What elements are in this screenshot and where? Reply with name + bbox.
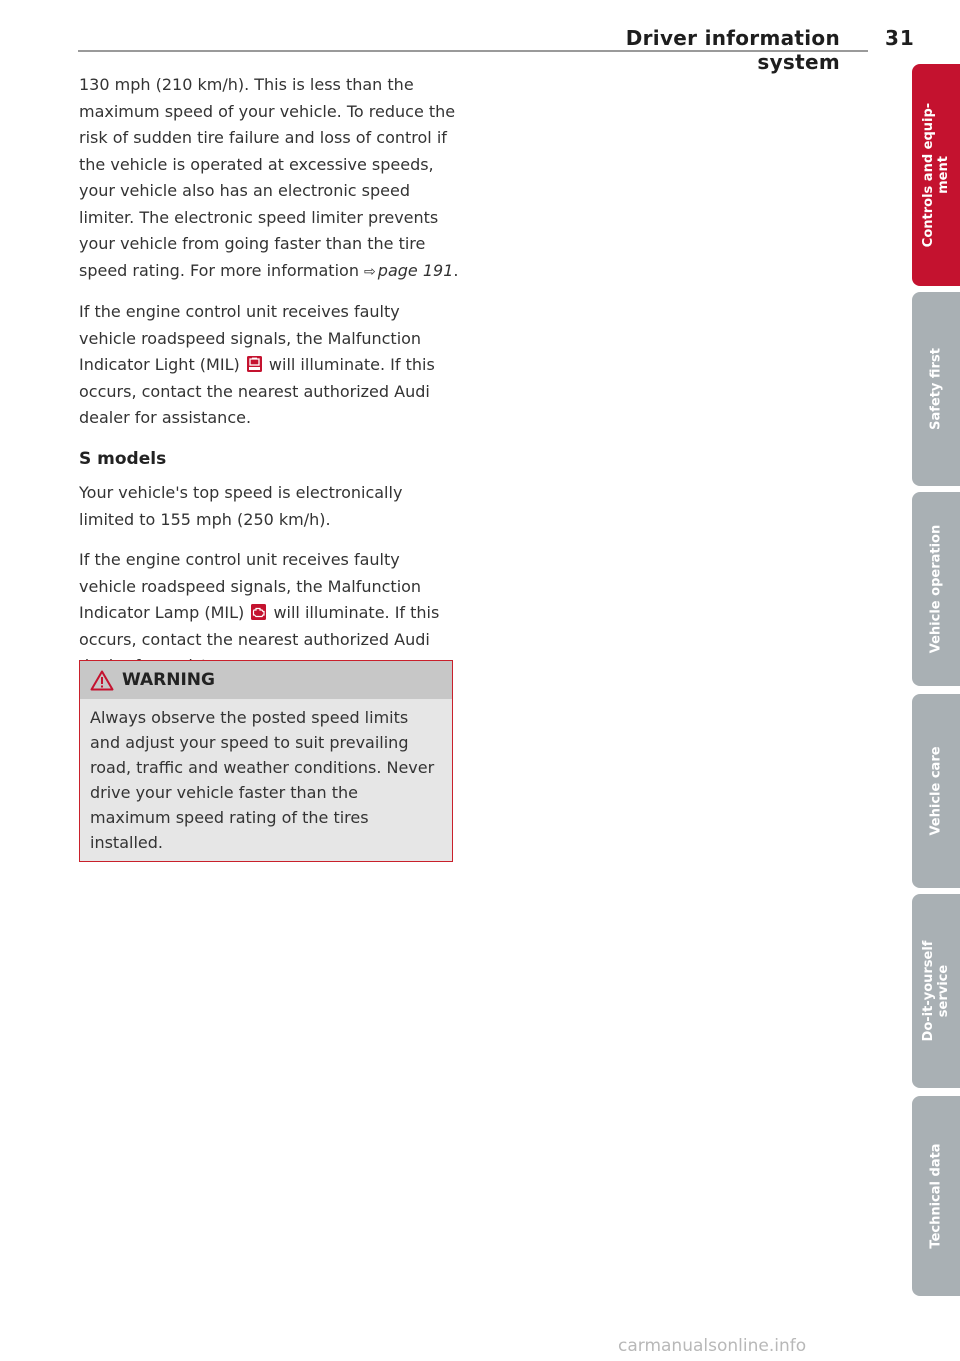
side-tab-technical-data[interactable] [912, 1096, 960, 1296]
warning-header [80, 661, 452, 699]
warning-box [79, 660, 453, 862]
side-tab-vehicle-care[interactable] [912, 694, 960, 888]
side-tab-controls[interactable] [912, 64, 960, 286]
watermark: carmanualsonline.info [618, 1336, 807, 1356]
side-tab-label: Safety first [928, 348, 944, 430]
page-link[interactable]: page 191 [377, 260, 454, 280]
page-number: 31 [885, 26, 915, 50]
s-models-heading: S models [79, 448, 167, 469]
check-engine-icon [247, 356, 262, 372]
engine-icon [251, 604, 266, 620]
paragraph-speed-limiter [79, 72, 459, 285]
paragraph-text: will illuminate. If this occurs, contact the nearest authorized Audi [79, 603, 440, 649]
warning-triangle-icon [90, 670, 114, 691]
side-tab-label: Technical data [928, 1143, 944, 1249]
paragraph-text: If the engine control unit receives faulty vehicle roadspeed signals, the Malfunction Indicator Light (MIL) [79, 302, 422, 374]
paragraph-text: If the engine control unit receives faulty vehicle roadspeed signals, the Malfunction Indicator Lamp (MIL) [79, 550, 422, 622]
xref-arrow-icon: ⇨ [364, 263, 376, 280]
side-tab-diy-service[interactable] [912, 894, 960, 1088]
warning-heading: WARNING [122, 670, 215, 690]
main-column [79, 72, 459, 694]
period: . [453, 260, 459, 280]
paragraph-mil-light [79, 299, 459, 432]
side-tab-label: Do-it-yourself service [921, 940, 951, 1042]
paragraph-top-speed: Your vehicle's top speed is electronically limited to 155 mph (250 km/h). [79, 483, 403, 529]
side-tab-label: Vehicle operation [928, 524, 944, 654]
side-tab-label: Controls and equip- ment [921, 102, 951, 248]
paragraph-text: will illuminate. If this occurs, contact the nearest authorized Audi dealer for assistance. [79, 355, 435, 427]
side-tab-label: Vehicle care [928, 746, 944, 836]
side-tab-vehicle-operation[interactable] [912, 492, 960, 686]
warning-text: Always observe the posted speed limits and adjust your speed to suit prevailing road, traffic and weather conditions. Never drive your vehicle faster than the maximum speed rating of the tires installed. [90, 708, 435, 852]
side-tab-safety[interactable] [912, 292, 960, 486]
section-title: Driver information system [625, 26, 840, 74]
paragraph-text: 130 mph (210 km/h). This is less than the maximum speed of your vehicle. To reduce the risk of sudden tire failure and loss of control if the vehicle is operated at excessive speeds, your vehicle also has an electronic speed limiter. The electronic speed limiter prevents your vehicle from going faster than the tire speed rating. For more information [79, 75, 456, 280]
